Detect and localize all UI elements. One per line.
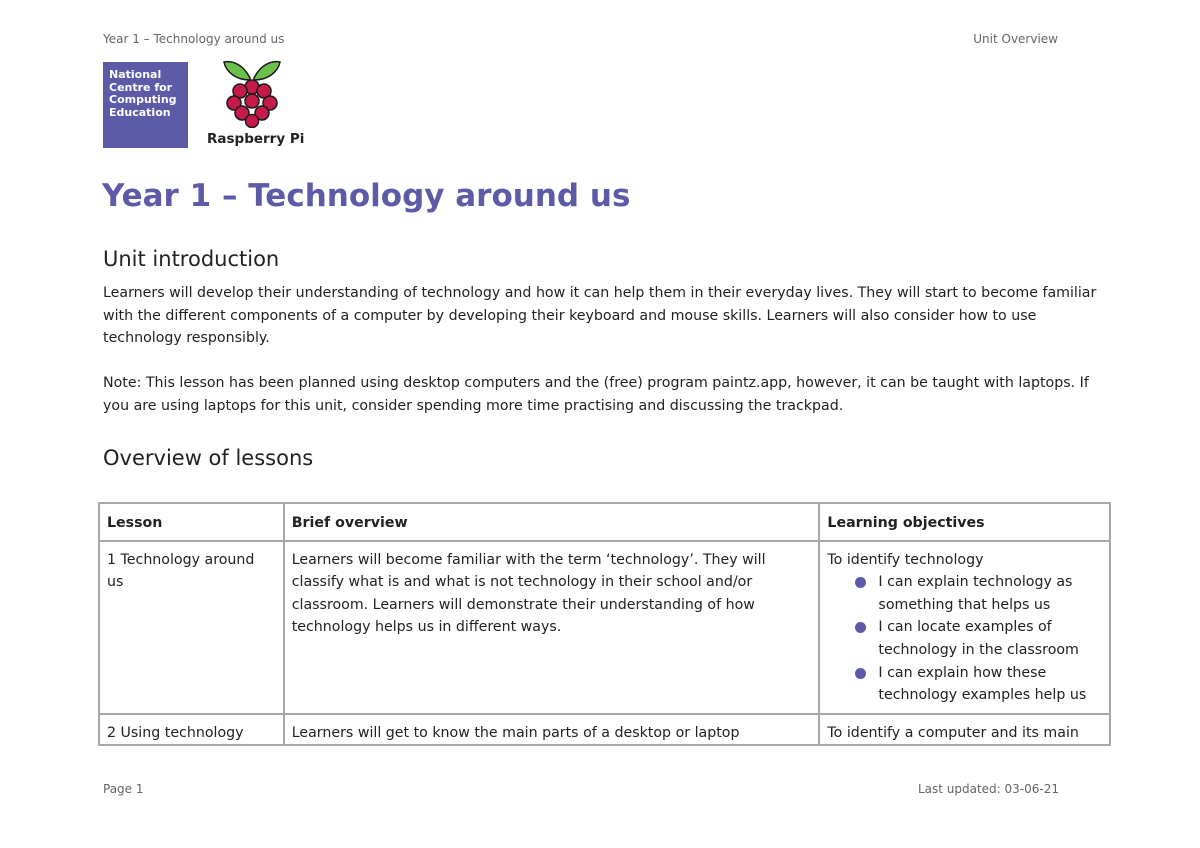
objective-bullet-list <box>827 571 1101 707</box>
page-number: Page 1 <box>103 782 144 796</box>
column-header-learning-objectives: Learning objectives <box>819 503 1110 541</box>
learning-objectives-cell: To identify a computer and its main <box>819 714 1110 746</box>
learning-objectives-cell <box>819 541 1110 714</box>
table-header-row <box>99 503 1110 541</box>
objective-bullet-text: I can explain how these technology examples help us <box>878 664 1087 704</box>
ncce-logo-line: Computing <box>109 93 177 106</box>
table-row <box>99 714 1110 746</box>
list-item <box>855 616 1101 661</box>
list-item <box>855 571 1101 616</box>
ncce-logo-line: National <box>109 68 162 81</box>
raspberry-pi-wordmark: Raspberry Pi <box>207 131 305 147</box>
brief-overview-cell: Learners will become familiar with the term ‘technology’. They will classify what is and what is not technology in their school and/or classroom. Learners will demonstrate their understanding of how technology helps us in different ways. <box>284 541 820 714</box>
raspberry-icon <box>220 58 284 128</box>
list-item <box>855 662 1101 707</box>
intro-paragraph: Learners will develop their understanding of technology and how it can help them in their everyday lives. They will start to become familiar with the different components of a computer by developing their keyboard and mouse skills. Learners will also consider how to use technology responsibly. <box>103 285 1097 346</box>
unit-introduction-heading: Unit introduction <box>103 247 280 271</box>
running-header-right: Unit Overview <box>973 32 1058 46</box>
lesson-cell: 1 Technology around us <box>99 541 284 714</box>
lessons-table <box>98 502 1111 746</box>
table-row <box>99 541 1110 714</box>
lesson-cell: 2 Using technology <box>99 714 284 746</box>
bullet-dot-icon <box>855 577 866 588</box>
brief-overview-cell: Learners will get to know the main parts of a desktop or laptop <box>284 714 820 746</box>
column-header-brief-overview: Brief overview <box>284 503 820 541</box>
objective-bullet-text: I can explain technology as something that helps us <box>878 574 1073 613</box>
ncce-logo-line: Education <box>109 105 171 119</box>
bullet-dot-icon <box>855 668 866 679</box>
note-paragraph: Note: This lesson has been planned using desktop computers and the (free) program paintz.app, however, it can be taught with laptops. If you are using laptops for this unit, consider spending more time practising and discussing the trackpad. <box>103 375 1089 414</box>
ncce-logo <box>103 62 188 148</box>
page-title: Year 1 – Technology around us <box>102 178 631 214</box>
objective-title: To identify technology <box>827 551 984 568</box>
overview-heading: Overview of lessons <box>103 446 314 470</box>
last-updated: Last updated: 03-06-21 <box>917 782 1059 796</box>
bullet-dot-icon <box>855 622 866 633</box>
raspberry-pi-logo <box>205 58 305 150</box>
running-header-left: Year 1 – Technology around us <box>103 32 285 46</box>
column-header-lesson: Lesson <box>99 503 284 541</box>
objective-bullet-text: I can locate examples of technology in the classroom <box>878 619 1079 658</box>
ncce-logo-line: Centre for <box>109 80 173 94</box>
